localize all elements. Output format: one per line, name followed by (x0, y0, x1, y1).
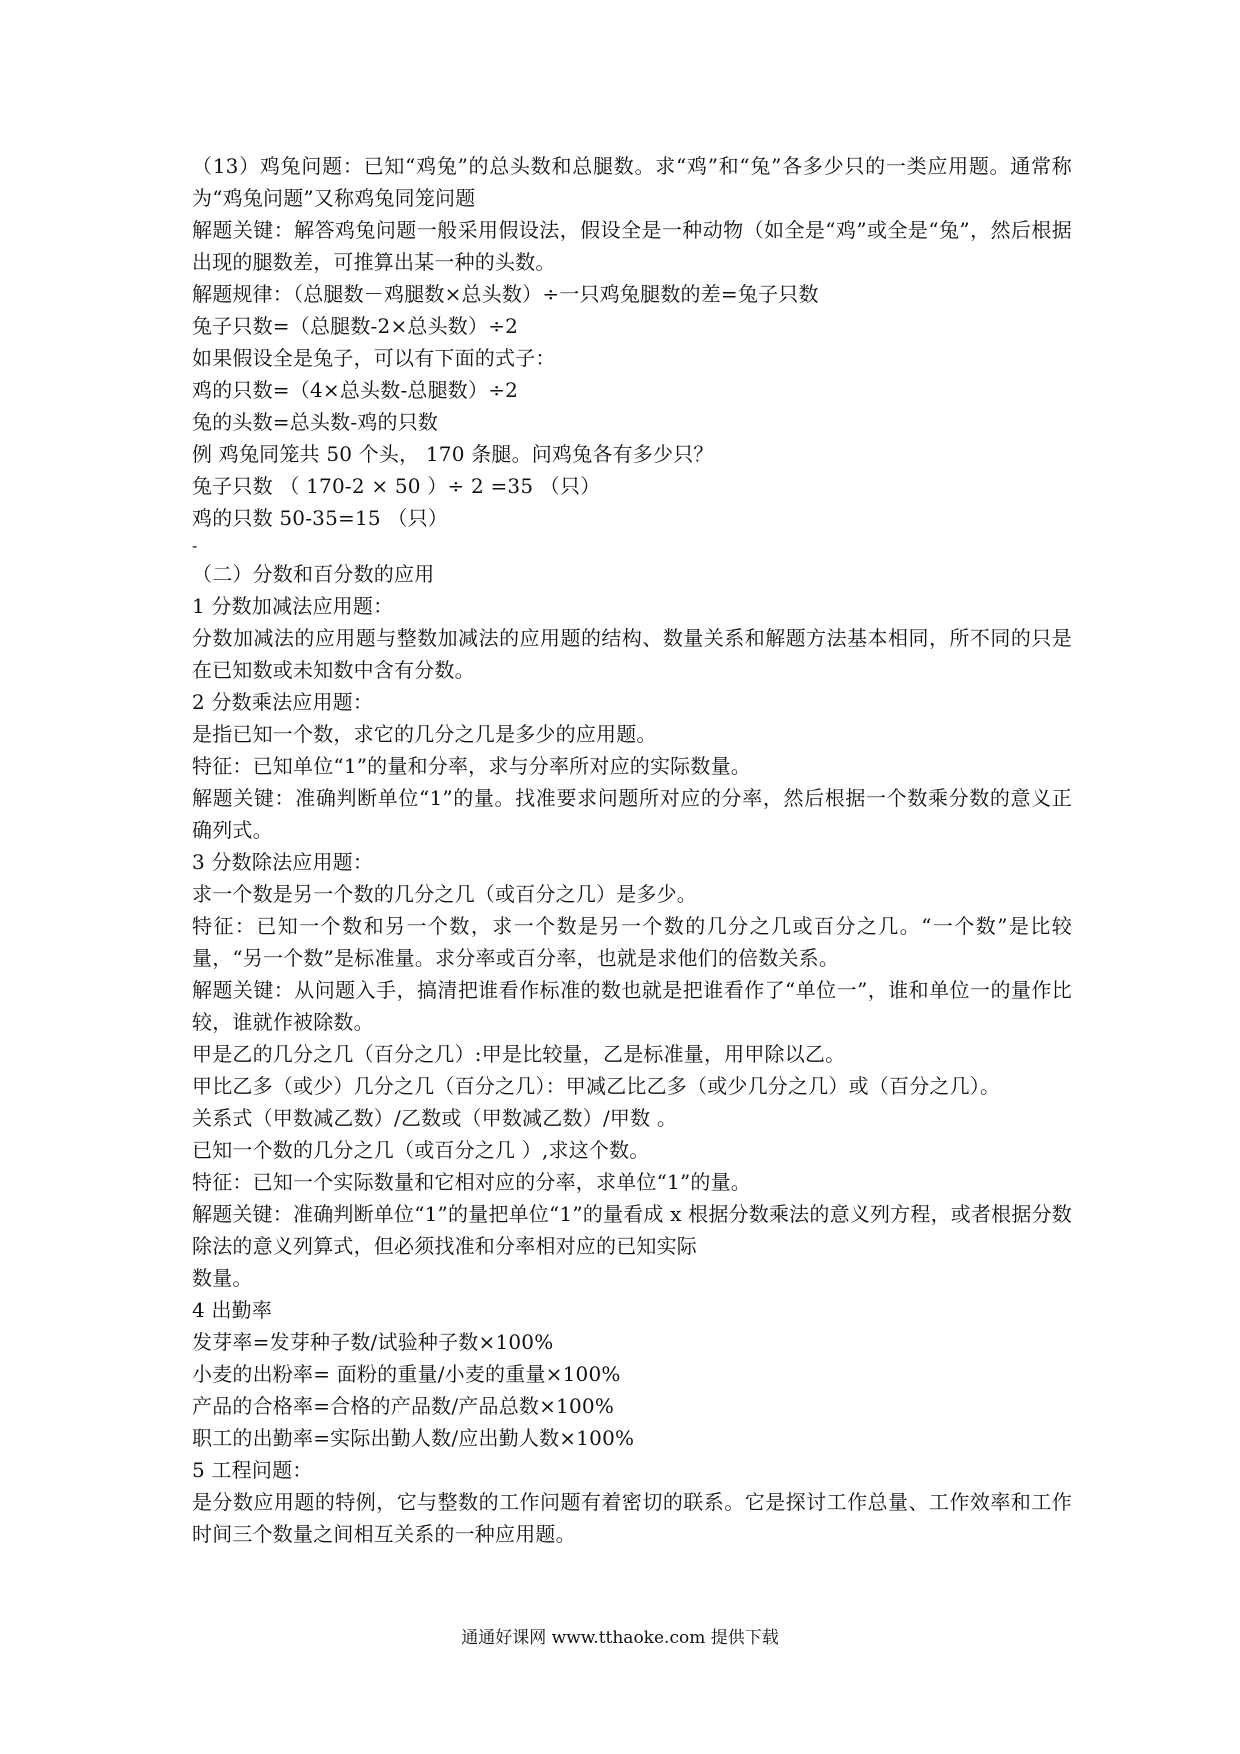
text-paragraph: （13）鸡兔问题：已知“鸡兔”的总头数和总腿数。求“鸡”和“兔”各多少只的一类应用题。通常称为“鸡兔问题”又称鸡兔同笼问题 (192, 154, 1072, 210)
text-line: 已知一个数的几分之几（或百分之几 ）,求这个数。 (192, 1138, 650, 1162)
text-paragraph: 解题关键：解答鸡兔问题一般采用假设法，假设全是一种动物（如全是“鸡”或全是“兔”，然后根据出现的腿数差，可推算出某一种的头数。 (192, 218, 1072, 274)
text-line: 如果假设全是兔子，可以有下面的式子： (192, 346, 556, 370)
page-footer[interactable]: 通通好课网 www.tthaoke.com 提供下载 (461, 1628, 779, 1648)
text-line: 关系式（甲数减乙数）/乙数或（甲数减乙数）/甲数 。 (192, 1106, 678, 1130)
formula-line: 产品的合格率=合格的产品数/产品总数×100% (192, 1394, 615, 1418)
text-line: 鸡的只数 50-35=15 （只） (192, 506, 448, 530)
subsection-heading: 3 分数除法应用题： (192, 850, 374, 874)
text-line: 数量。 (192, 1266, 253, 1290)
text-line: 特征：已知一个实际数量和它相对应的分率，求单位“1”的量。 (192, 1170, 751, 1194)
separator-dash: - (192, 536, 198, 555)
text-paragraph: 解题关键：准确判断单位“1”的量把单位“1”的量看成 x 根据分数乘法的意义列方程，或者根据分数除法的意义列算式，但必须找准和分率相对应的已知实际 (192, 1202, 1072, 1258)
formula-line: 小麦的出粉率= 面粉的重量/小麦的重量×100% (192, 1362, 621, 1386)
text-paragraph: 分数加减法的应用题与整数加减法的应用题的结构、数量关系和解题方法基本相同，所不同的只是在已知数或未知数中含有分数。 (192, 626, 1072, 682)
text-line: 鸡的只数=（4×总头数-总腿数）÷2 (192, 378, 519, 402)
formula-line: 发芽率=发芽种子数/试验种子数×100% (192, 1330, 554, 1354)
text-line: 兔子只数 （ 170-2 × 50 ）÷ 2 =35 （只） (192, 474, 601, 498)
text-paragraph: 是分数应用题的特例，它与整数的工作问题有着密切的联系。它是探讨工作总量、工作效率和工作时间三个数量之间相互关系的一种应用题。 (192, 1490, 1072, 1546)
subsection-heading: 5 工程问题： (192, 1458, 313, 1482)
text-line: 甲比乙多（或少）几分之几（百分之几）：甲减乙比乙多（或少几分之几）或（百分之几）。 (192, 1074, 1001, 1098)
text-line: 例 鸡兔同笼共 50 个头， 170 条腿。问鸡兔各有多少只？ (192, 442, 714, 466)
subsection-heading: 2 分数乘法应用题： (192, 690, 374, 714)
subsection-heading: 1 分数加减法应用题： (192, 594, 394, 618)
text-paragraph: 特征：已知一个数和另一个数，求一个数是另一个数的几分之几或百分之几。“一个数”是比较量，“另一个数”是标准量。求分率或百分率，也就是求他们的倍数关系。 (192, 914, 1072, 970)
subsection-heading: 4 出勤率 (192, 1298, 273, 1322)
document-body (192, 150, 1072, 1550)
section-heading: （二）分数和百分数的应用 (192, 562, 435, 586)
text-paragraph: 解题关键：从问题入手，搞清把谁看作标准的数也就是把谁看作了“单位一”，谁和单位一的量作比较，谁就作被除数。 (192, 978, 1072, 1034)
text-line: 求一个数是另一个数的几分之几（或百分之几）是多少。 (192, 882, 697, 906)
text-line: 兔子只数=（总腿数-2×总头数）÷2 (192, 314, 519, 338)
text-line: 甲是乙的几分之几（百分之几）:甲是比较量，乙是标准量，用甲除以乙。 (192, 1042, 846, 1066)
text-line: 兔的头数=总头数-鸡的只数 (192, 410, 439, 434)
text-line: 解题规律：（总腿数－鸡腿数×总头数）÷一只鸡兔腿数的差=兔子只数 (192, 282, 819, 306)
formula-line: 职工的出勤率=实际出勤人数/应出勤人数×100% (192, 1426, 635, 1450)
text-paragraph: 解题关键：准确判断单位“1”的量。找准要求问题所对应的分率，然后根据一个数乘分数的意义正确列式。 (192, 786, 1072, 842)
text-line: 特征：已知单位“1”的量和分率，求与分率所对应的实际数量。 (192, 754, 751, 778)
text-line: 是指已知一个数，求它的几分之几是多少的应用题。 (192, 722, 657, 746)
